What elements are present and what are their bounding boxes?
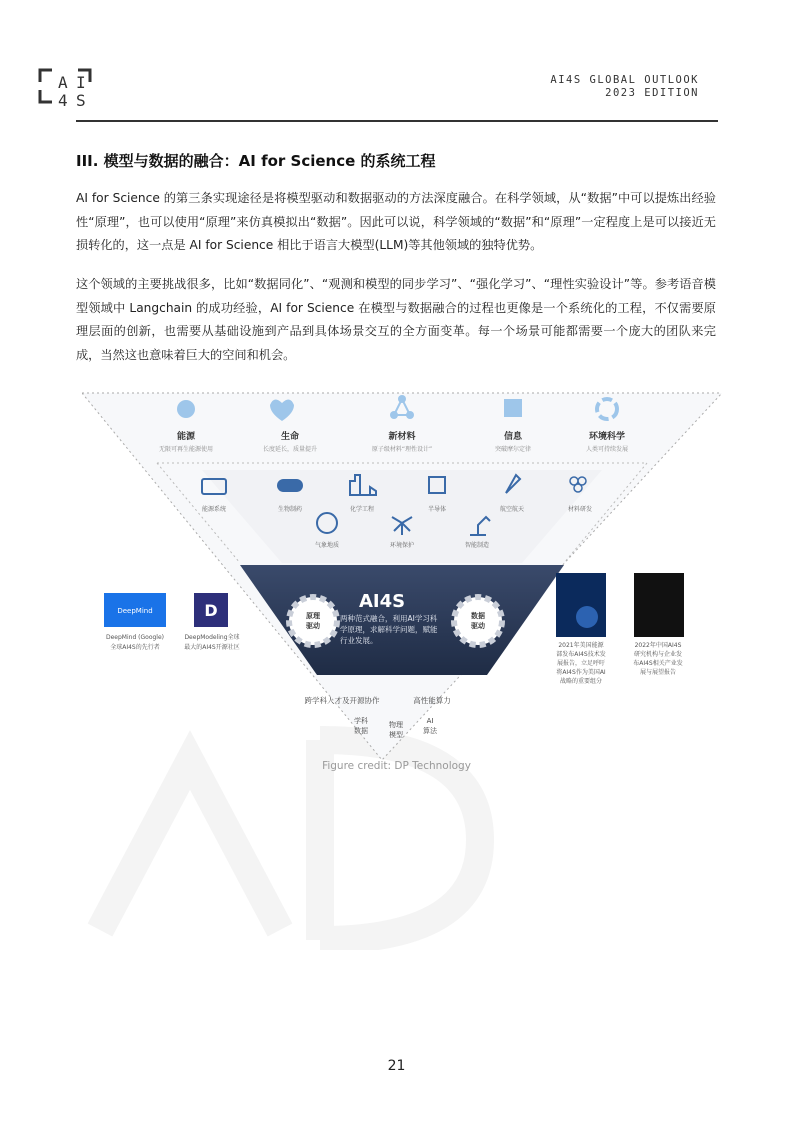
industry-label: 生物制药 bbox=[277, 506, 303, 513]
industry-label: 材料研发 bbox=[567, 506, 593, 513]
domain-name: 信息 bbox=[503, 432, 523, 442]
ai4s-core bbox=[240, 565, 564, 675]
report-title-line2: 2023 EDITION bbox=[605, 87, 699, 99]
report-cover bbox=[634, 573, 684, 637]
domain-name: 生命 bbox=[280, 432, 300, 442]
report-title bbox=[550, 74, 699, 100]
base-label-3b: 算法 bbox=[423, 727, 437, 735]
chip-icon bbox=[504, 399, 522, 417]
foundation-label: 高性能算力 bbox=[413, 696, 451, 705]
industry-label: 能源系统 bbox=[201, 506, 227, 513]
pill-icon bbox=[277, 479, 303, 492]
paragraph-2: 这个领域的主要挑战很多，比如“数据同化”、“观测和模型的同步学习”、“强化学习”、“理性实验设计”等。参考语音模型领域中 Langchain 的成功经验，AI for Science 在模型与数据融合的过程也更像是一个系统化的工程，不仅需要原理层面的创新，也需要从基础设施到产品到具体场景交互的全方面变革。每一个场景可能都需要一个庞大的团队来完成，当然这也意味着巨大的空间和机会。 bbox=[76, 277, 716, 362]
paragraph-1: AI for Science 的第三条实现途径是将模型驱动和数据驱动的方法深度融合。在科学领域，从“数据”中可以提炼出经验性“原理”，也可以使用“原理”来仿真模拟出“数据”。因此可以说，科学领域的“数据”和“原理”一定程度上是可以接近无损转化的，这一点是 AI for Science 相比于语言大模型(LLM)等其他领域的独特优势。 bbox=[76, 191, 716, 252]
base-label-1a: 学科 bbox=[354, 717, 368, 725]
domain-desc: 长度延长，质量提升 bbox=[262, 446, 318, 453]
sun-icon bbox=[177, 400, 195, 418]
card-desc-3: 布AI4S相关产业发 bbox=[633, 660, 683, 667]
domain-desc: 突破摩尔定律 bbox=[494, 446, 532, 453]
svg-text:I: I bbox=[76, 73, 86, 92]
deepmind-logo-text: DeepMind bbox=[117, 607, 153, 615]
industry-label: 化学工程 bbox=[349, 506, 375, 513]
card-desc-2: 最大的AI4S开源社区 bbox=[184, 644, 240, 651]
industry-label: 航空航天 bbox=[499, 506, 525, 513]
card-desc-3: 展报告，立足呼吁 bbox=[556, 660, 606, 667]
left-gear-label-1: 原理 bbox=[306, 612, 320, 620]
core-desc: 两种范式融合，利用AI学习科学原理，求解科学问题，赋能行业发展。 bbox=[340, 614, 438, 645]
domain-desc: 原子级材料“理性设计” bbox=[371, 446, 433, 453]
card-desc-1: 2022年中国AI4S bbox=[634, 642, 682, 649]
card-desc-1: DeepMind (Google) bbox=[105, 634, 165, 641]
industry-label: 环境保护 bbox=[389, 542, 415, 549]
foundation-label: 跨学科人才及开源协作 bbox=[304, 696, 380, 705]
svg-text:A: A bbox=[58, 73, 68, 92]
report-title-line1: AI4S GLOBAL OUTLOOK bbox=[550, 74, 699, 86]
ai4s-figure bbox=[82, 385, 722, 765]
domain-name: 能源 bbox=[176, 432, 196, 442]
left-gear-label-2: 驱动 bbox=[306, 622, 320, 630]
domain-name: 新材料 bbox=[388, 432, 416, 442]
card-desc-2: 部发布AI4S技术发 bbox=[556, 651, 606, 658]
domain-desc: 人类可持续发展 bbox=[585, 446, 629, 453]
base-label-2a: 物理 bbox=[389, 721, 403, 729]
base-label-1b: 数据 bbox=[354, 727, 368, 735]
right-gear-label-1: 数据 bbox=[471, 612, 485, 620]
base-label-2b: 模型 bbox=[389, 731, 403, 739]
header-divider bbox=[76, 120, 718, 122]
core-title: AI4S bbox=[358, 591, 406, 612]
card-desc-4: 将AI4S作为美国AI bbox=[556, 669, 606, 676]
card-desc-1: 2021年美国能源 bbox=[558, 642, 604, 649]
report-cover bbox=[556, 573, 606, 637]
gear-icon bbox=[289, 597, 337, 645]
right-gear-label-2: 驱动 bbox=[471, 622, 485, 630]
doe-report-card bbox=[556, 573, 606, 685]
svg-text:S: S bbox=[76, 91, 86, 108]
cover-graphic bbox=[576, 606, 598, 628]
base-label-3a: AI bbox=[426, 717, 434, 725]
card-desc-4: 展与展望报告 bbox=[639, 669, 677, 676]
section-title: III. 模型与数据的融合：AI for Science 的系统工程 bbox=[76, 152, 436, 170]
china-report-card bbox=[633, 573, 684, 676]
card-desc-2: 研究机构与企业发 bbox=[633, 651, 683, 658]
deepmodeling-card bbox=[184, 593, 240, 651]
deepmind-card bbox=[104, 593, 166, 651]
industry-label: 半导体 bbox=[427, 506, 447, 513]
card-desc-1: DeepModeling全球 bbox=[184, 634, 240, 641]
industry-label: 气象地质 bbox=[314, 542, 340, 549]
card-desc-2: 全球AI4S的先行者 bbox=[110, 644, 160, 651]
card-desc-5: 战略的重要组分 bbox=[559, 678, 603, 685]
domain-name: 环境科学 bbox=[588, 432, 626, 442]
ai4s-logo bbox=[38, 58, 98, 108]
page-number: 21 bbox=[387, 1058, 406, 1074]
gear-icon bbox=[454, 597, 502, 645]
figure-caption: Figure credit: DP Technology bbox=[322, 760, 471, 772]
deepmodeling-logo-text: D bbox=[204, 601, 218, 620]
domain-desc: 无限可再生能源使用 bbox=[158, 446, 214, 453]
industry-label: 智能制造 bbox=[464, 542, 490, 549]
svg-text:4: 4 bbox=[58, 91, 68, 108]
